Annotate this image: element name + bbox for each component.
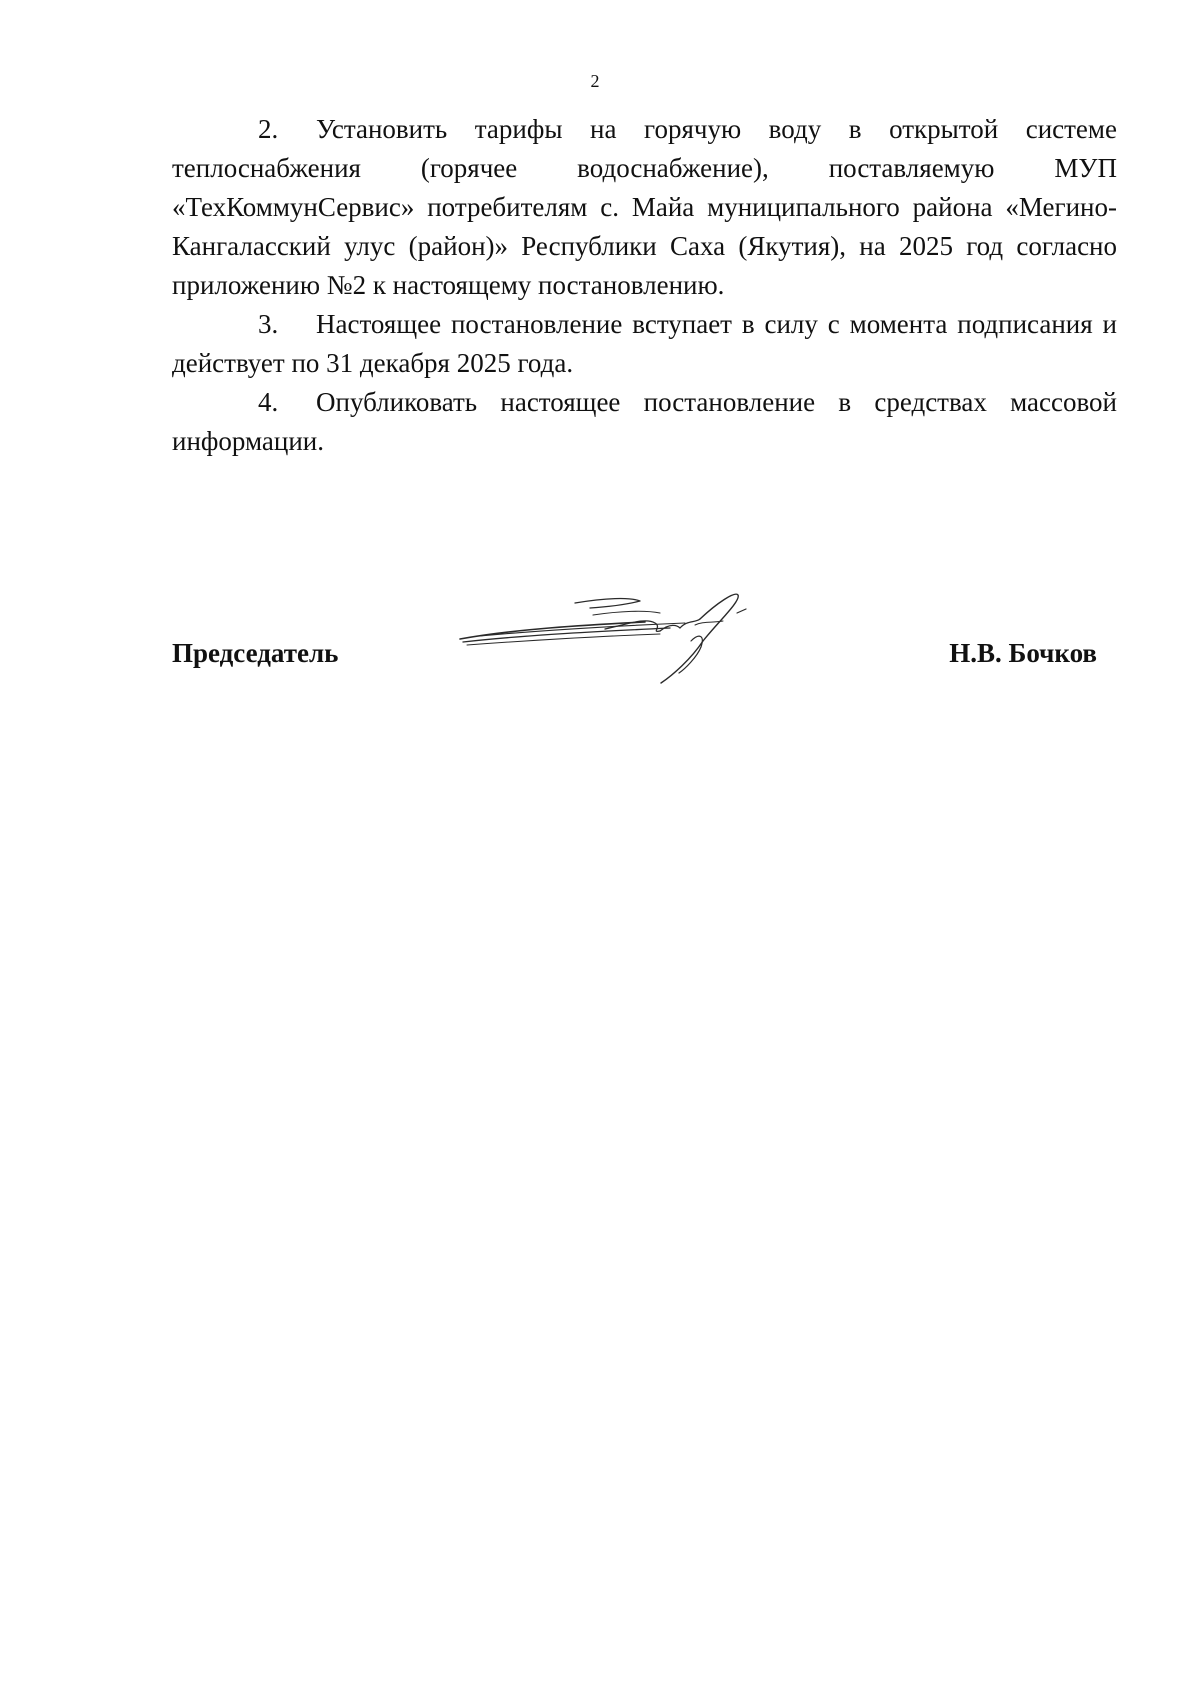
page-number: 2 — [590, 71, 600, 91]
item-text: Установить тарифы на горячую воду в открытой системе теплоснабжения (горячее водоснабжение), поставляемую МУП «ТехКоммунСервис» потребителям с. Майа муниципального района «Мегино-Кангаласский улус (район)» Республики Саха (Якутия), на 2025 год согласно приложению №2 к настоящему постановлению. — [172, 114, 1117, 300]
paragraph-item-2 — [172, 110, 1117, 305]
item-number: 4. — [258, 387, 279, 417]
handwritten-signature — [455, 585, 775, 690]
document-body — [172, 110, 1117, 461]
item-text: Опубликовать настоящее постановление в средствах массовой информации. — [172, 387, 1117, 456]
item-text: Настоящее постановление вступает в силу с момента подписания и действует по 31 декабря 2025 года. — [172, 309, 1117, 378]
item-number: 2. — [258, 114, 279, 144]
signer-title: Председатель — [172, 638, 339, 668]
paragraph-item-4 — [172, 383, 1117, 461]
paragraph-item-3 — [172, 305, 1117, 383]
signer-name: Н.В. Бочков — [949, 638, 1097, 668]
item-number: 3. — [258, 309, 279, 339]
